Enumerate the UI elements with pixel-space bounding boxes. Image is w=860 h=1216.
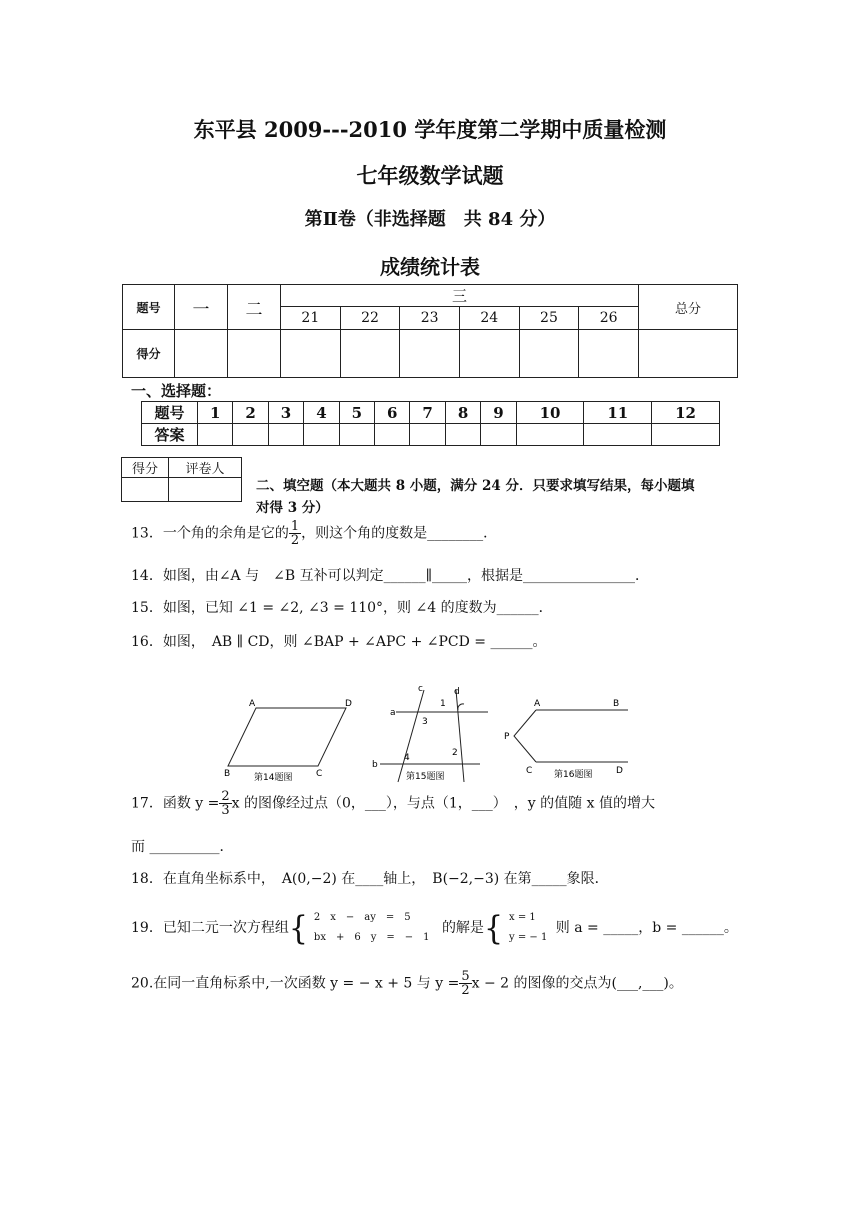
score-row-label: 题号	[123, 285, 175, 330]
answer-cell[interactable]	[516, 424, 584, 446]
answer-cell[interactable]	[652, 424, 720, 446]
grader-score-label: 得分	[122, 458, 169, 478]
score-cell[interactable]	[459, 330, 519, 378]
q13-text-end: ，则这个角的度数是________．	[301, 525, 498, 542]
q19-brace: {	[288, 908, 308, 948]
answer-cell[interactable]	[375, 424, 410, 446]
answer-row2-label: 答案	[142, 424, 198, 446]
section2-heading: 二、填空题（本大题共 8 小题，满分 24 分．只要求填写结果，每小题填	[256, 478, 695, 494]
q19-eq1: 2 x − ay = 5	[313, 912, 411, 923]
fig15-b: b	[372, 760, 378, 770]
answer-cell[interactable]	[445, 424, 480, 446]
answer-number: 7	[410, 402, 445, 424]
score-cell[interactable]	[175, 330, 228, 378]
q19-text-mid: 的解是	[441, 920, 484, 936]
q19-sol1: x = 1	[509, 912, 536, 923]
score-cell[interactable]	[579, 330, 639, 378]
q19-text: 19．已知二元一次方程组	[131, 920, 289, 936]
answer-number: 3	[268, 402, 303, 424]
score-cell[interactable]	[400, 330, 460, 378]
figure-16	[504, 699, 628, 780]
score-cell[interactable]	[228, 330, 281, 378]
section1-heading: 一、选择题：	[131, 382, 222, 400]
fig16-C: C	[526, 766, 533, 776]
question-17	[131, 790, 655, 817]
answer-number: 11	[584, 402, 652, 424]
score-cell[interactable]	[639, 330, 738, 378]
grader-score-cell[interactable]	[122, 478, 169, 502]
score-sub-col: 26	[579, 307, 639, 330]
q19-text-end: 则 a = _____，b = ______。	[555, 920, 738, 936]
answer-number: 9	[481, 402, 516, 424]
fig15-4: 4	[404, 753, 410, 763]
score-sub-col: 25	[519, 307, 579, 330]
q19-sol2: y = − 1	[509, 932, 548, 943]
volume-heading: 第Ⅱ卷（非选择题 共 84 分）	[304, 209, 556, 230]
score-col-total: 总分	[639, 285, 738, 330]
score-row2-label: 得分	[123, 330, 175, 378]
question-18: 18．在直角坐标系中， A(0,−2) 在____轴上， B(−2,−3) 在第_____象限．	[131, 871, 609, 887]
q13-text: 13．一个角的余角是它的	[131, 525, 289, 542]
answer-number: 6	[375, 402, 410, 424]
fig14-D: D	[345, 699, 352, 709]
score-sub-col: 22	[340, 307, 400, 330]
q19-eq2: bx + 6 y = − 1	[313, 932, 430, 943]
fig15-a: a	[390, 708, 396, 718]
answer-cell[interactable]	[339, 424, 374, 446]
question-20	[131, 970, 683, 997]
fig15-1: 1	[440, 699, 446, 709]
score-col-two: 二	[228, 285, 281, 330]
fig15-d: d	[454, 687, 460, 697]
answer-cell[interactable]	[481, 424, 516, 446]
answer-row-label: 题号	[142, 402, 198, 424]
score-table-title: 成绩统计表	[380, 255, 480, 279]
answer-cell[interactable]	[233, 424, 268, 446]
grader-reviewer-label: 评卷人	[169, 458, 242, 478]
figure-14	[224, 699, 352, 783]
score-sub-col: 21	[281, 307, 341, 330]
figure-15	[372, 684, 488, 782]
question-14: 14．如图，由∠A 与 ∠B 互补可以判定______∥_____，根据是________________．	[131, 568, 650, 584]
score-cell[interactable]	[281, 330, 341, 378]
grader-reviewer-cell[interactable]	[169, 478, 242, 502]
question-16: 16．如图， AB ∥ CD，则 ∠BAP + ∠APC + ∠PCD = ______。	[131, 634, 547, 650]
question-19	[131, 908, 738, 948]
fig15-c: c	[418, 684, 423, 694]
fig14-caption: 第14题图	[254, 773, 293, 783]
answer-number: 10	[516, 402, 584, 424]
answer-cell[interactable]	[268, 424, 303, 446]
answer-number: 2	[233, 402, 268, 424]
answer-cell[interactable]	[584, 424, 652, 446]
score-table	[122, 284, 738, 378]
q13-num: 1	[290, 519, 300, 534]
question-17-cont: 而 __________．	[131, 839, 234, 855]
fig15-3: 3	[422, 717, 428, 727]
answer-number: 4	[304, 402, 339, 424]
score-sub-col: 24	[459, 307, 519, 330]
score-cell[interactable]	[519, 330, 579, 378]
score-col-three: 三	[281, 285, 639, 307]
q17-text: 17．函数 y =	[131, 795, 220, 812]
score-sub-col: 23	[400, 307, 460, 330]
q20-den: 2	[461, 983, 470, 998]
q20-text: 20.在同一直角标系中,一次函数 y = − x + 5 与 y =	[131, 975, 460, 992]
answer-cell[interactable]	[304, 424, 339, 446]
answer-cell[interactable]	[410, 424, 445, 446]
grader-box	[121, 457, 242, 502]
fig16-A: A	[534, 699, 541, 709]
fig16-P: P	[504, 732, 510, 742]
q17-den: 3	[221, 803, 230, 818]
exam-title: 东平县 2009---2010 学年度第二学期中质量检测	[193, 117, 667, 142]
answer-number: 12	[652, 402, 720, 424]
q20-text-end: x − 2 的图像的交点为(___,___)。	[471, 975, 683, 992]
fig16-D: D	[616, 766, 623, 776]
figures	[218, 680, 638, 786]
score-col-one: 一	[175, 285, 228, 330]
section2-heading-cont: 对得 3 分）	[256, 500, 329, 516]
exam-subtitle: 七年级数学试题	[356, 163, 504, 188]
fig14-A: A	[249, 699, 256, 709]
answer-cell[interactable]	[198, 424, 233, 446]
q19-brace-2: {	[483, 908, 504, 948]
fig14-B: B	[224, 769, 231, 779]
fig14-C: C	[316, 769, 323, 779]
answer-number: 1	[198, 402, 233, 424]
question-15: 15．如图，已知 ∠1 = ∠2, ∠3 = 110°，则 ∠4 的度数为______．	[131, 600, 553, 616]
score-cell[interactable]	[340, 330, 400, 378]
answer-number: 8	[445, 402, 480, 424]
q17-text-end: x 的图像经过点（0，___），与点（1，___） ，y 的值随 x 值的增大	[231, 795, 655, 812]
fig16-B: B	[613, 699, 620, 709]
fig16-caption: 第16题图	[554, 770, 593, 780]
q17-num: 2	[221, 789, 230, 804]
fig15-2: 2	[452, 748, 458, 758]
fig15-caption: 第15题图	[406, 772, 445, 782]
q13-den: 2	[290, 533, 300, 548]
question-13	[131, 520, 497, 547]
q20-num: 5	[461, 969, 470, 984]
answer-table	[141, 401, 720, 446]
answer-number: 5	[339, 402, 374, 424]
